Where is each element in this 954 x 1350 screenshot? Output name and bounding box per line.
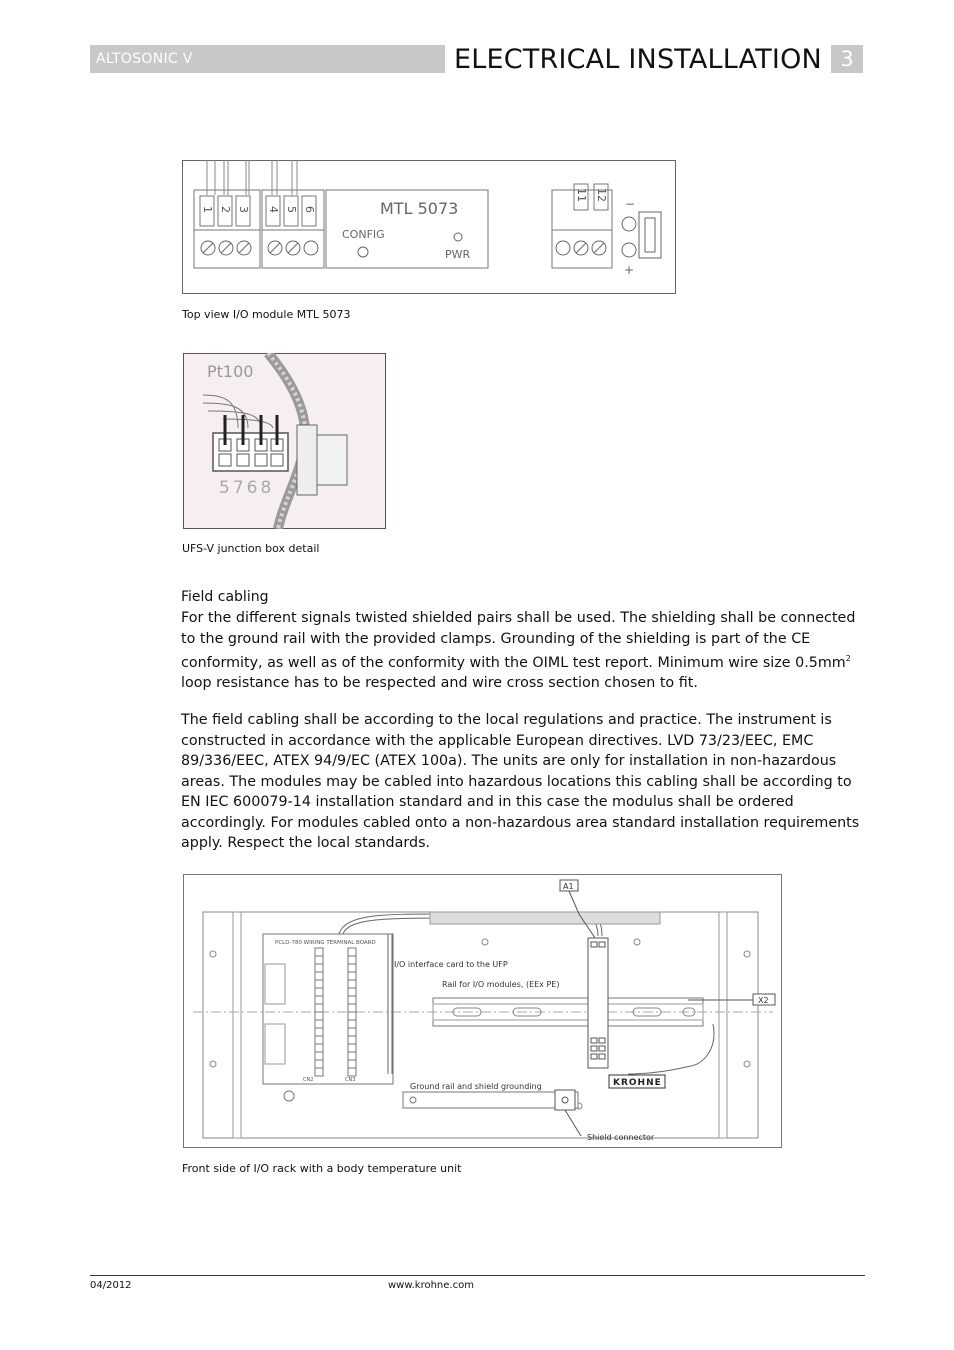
footer-website-link[interactable]: www.krohne.com xyxy=(388,1280,474,1291)
shield-connector-label: Shield connector xyxy=(587,1133,655,1142)
terminal-3: 3 xyxy=(237,206,250,213)
chapter-number: 3 xyxy=(831,45,863,73)
section-heading: Field cabling xyxy=(181,589,269,605)
figure-io-rack-front xyxy=(183,874,782,1148)
terminal-2: 2 xyxy=(219,206,232,213)
plus-sign: + xyxy=(624,263,635,277)
paragraph-1-main: For the different signals twisted shielded pairs shall be used. The shielding shall be connected to the ground rail with the provided clamps. Grounding of the shielding is part of the CE conformity, as well as of the conformity with the OIML test report. Minimum wire size 0.5mm xyxy=(181,610,856,671)
footer-rule xyxy=(90,1275,865,1276)
a1-label: A1 xyxy=(563,882,574,891)
interface-card-label: I/O interface card to the UFP xyxy=(394,960,508,969)
cn2-label: CN2 xyxy=(303,1077,314,1083)
io-rack-drawing xyxy=(183,874,782,1148)
terminal-board-label: PCLD-780 WIRING TERMINAL BOARD xyxy=(275,940,376,946)
paragraph-1-tail: loop resistance has to be respected and wire cross section chosen to fit. xyxy=(181,675,698,692)
minus-sign: − xyxy=(625,197,636,211)
cn3-label: CN3 xyxy=(345,1077,356,1083)
x2-label: X2 xyxy=(758,996,769,1005)
footer-date: 04/2012 xyxy=(90,1280,132,1291)
paragraph-1-superscript: 2 xyxy=(845,654,851,663)
terminal-11: 11 xyxy=(575,188,588,202)
mtl5073-drawing xyxy=(182,160,676,294)
rail-label: Rail for I/O modules, (EEx PE) xyxy=(442,980,560,989)
terminal-5: 5 xyxy=(285,206,298,213)
ground-rail-label: Ground rail and shield grounding xyxy=(410,1082,542,1091)
paragraph-2: The field cabling shall be according to the local regulations and practice. The instrument is constructed in accordance with the applicable European directives. LVD 73/23/EEC, EMC 89/336/EEC, ATEX 94/9/EC (ATEX 100a). The units are only for installation in non-hazardous areas. The modules may be cabled into hazardous locations this cabling shall be according to EN IEC 600079-14 installation standard and in this case the modulus shall be ordered accordingly. For modules cabled onto a non-hazardous area standard installation requirements apply. Respect the local standards. xyxy=(181,712,860,851)
config-label: CONFIG xyxy=(342,228,385,241)
figure1-caption: Top view I/O module MTL 5073 xyxy=(182,308,351,321)
terminal-numbers-label: 5768 xyxy=(219,478,275,498)
terminal-6: 6 xyxy=(303,206,316,213)
junction-box-drawing xyxy=(183,353,386,529)
terminal-4: 4 xyxy=(267,206,280,213)
figure-mtl5073-top-view xyxy=(182,160,676,294)
krohne-logo: KROHNE xyxy=(613,1078,662,1088)
module-label: MTL 5073 xyxy=(380,199,459,218)
terminal-1: 1 xyxy=(201,206,214,213)
figure2-caption: UFS-V junction box detail xyxy=(182,542,320,555)
product-name: ALTOSONIC V xyxy=(96,51,193,67)
figure-junction-box-detail xyxy=(183,353,386,529)
terminal-12: 12 xyxy=(595,188,608,202)
chapter-title: ELECTRICAL INSTALLATION xyxy=(454,44,822,75)
paragraph-1 xyxy=(181,608,871,694)
figure3-caption: Front side of I/O rack with a body temperature unit xyxy=(182,1162,462,1175)
pt100-label: Pt100 xyxy=(207,362,254,381)
pwr-label: PWR xyxy=(445,248,471,261)
